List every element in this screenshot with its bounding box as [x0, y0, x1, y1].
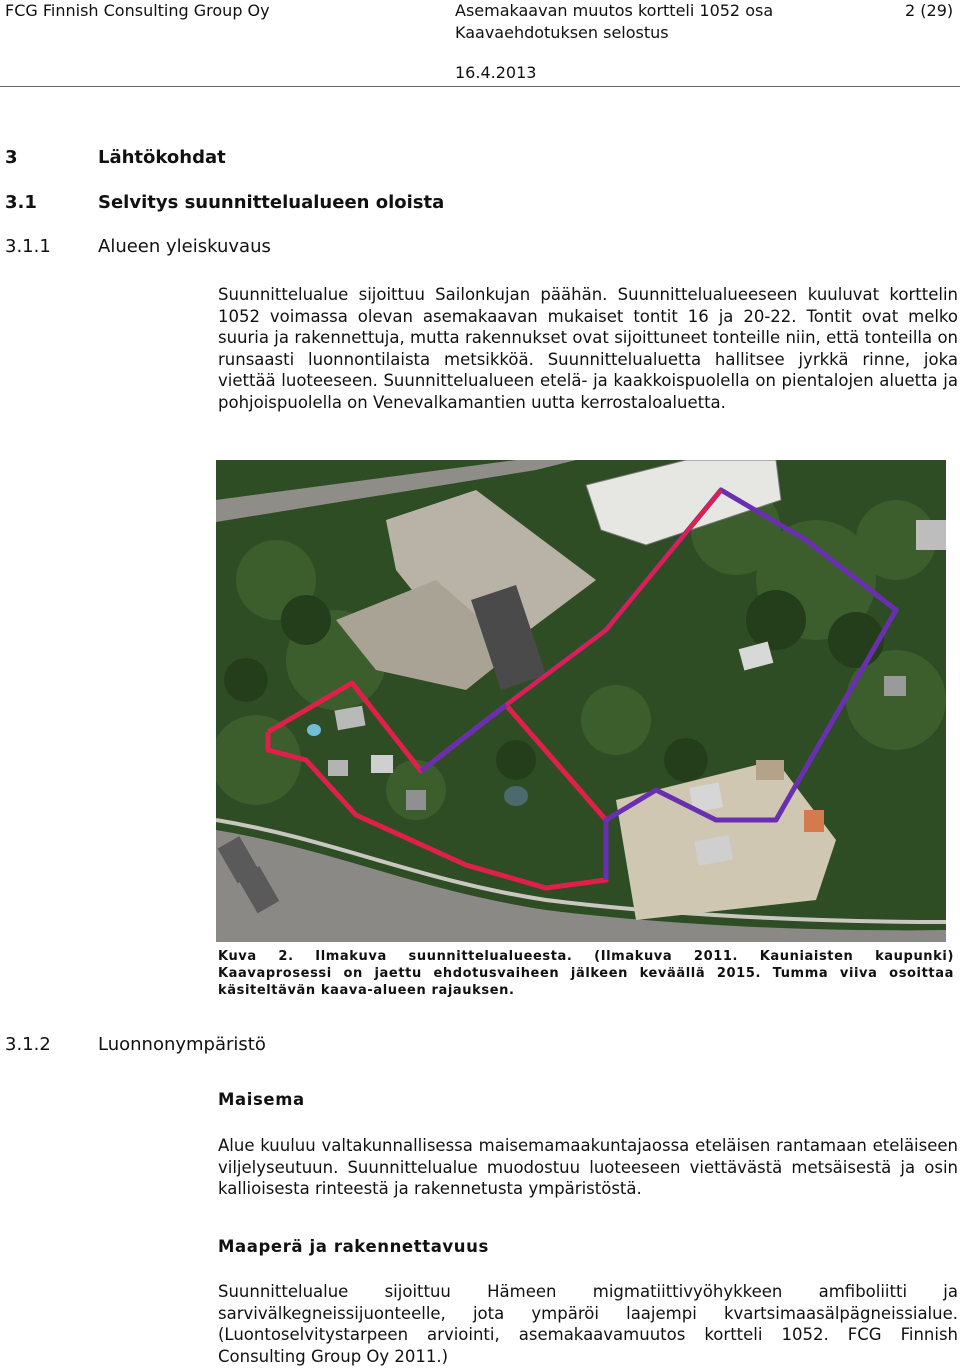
- maisema-paragraph: Alue kuuluu valtakunnallisessa maisemamaakuntajaossa eteläisen rantamaan eteläiseen viljelyseutuun. Suunnittelualue muodostuu luoteeseen viettävästä metsäisestä ja osin kallioisesta rinteestä ja rakennetusta ympäristöstä.: [218, 1136, 958, 1199]
- heading-number: 3: [5, 147, 18, 168]
- heading-text: Selvitys suunnittelualueen oloista: [98, 192, 445, 213]
- heading-text: Luonnonympäristö: [98, 1034, 266, 1055]
- figure-caption: Kuva 2. Ilmakuva suunnittelualueesta. (Ilmakuva 2011. Kauniaisten kaupunki) Kaavaprosessi on jaettu ehdotusvaiheen jälkeen keväällä 2015. Tumma viiva osoittaa käsiteltävän kaava-alueen rajauksen.: [218, 949, 954, 998]
- header-doc-title: Asemakaavan muutos kortteli 1052 osa: [455, 1, 774, 20]
- heading-number: 3.1: [5, 192, 37, 213]
- overview-paragraph: Suunnittelualue sijoittuu Sailonkujan päähän. Suunnittelualueeseen kuuluvat korttelin 1052 voimassa olevan asemakaavan mukaiset tontit 16 ja 20-22. Tontit ovat melko suuria ja rakennettuja, mutta rakennukset ovat sijoittuneet tonteille niin, että tonteilla on runsaasti luonnontilaista metsikköä. Suunnittelualuetta hallitsee jyrkkä rinne, joka viettää luoteeseen. Suunnittelualueen etelä- ja kaakkoispuolella on pientalojen aluetta ja pohjoispuolella on Venevalkamantien uutta kerrostaloaluetta.: [218, 285, 958, 412]
- header-company: FCG Finnish Consulting Group Oy: [5, 1, 270, 20]
- maisema-heading: Maisema: [218, 1090, 305, 1109]
- heading-number: 3.1.1: [5, 236, 51, 257]
- header-page-number: 2 (29): [905, 1, 954, 20]
- header-date: 16.4.2013: [455, 63, 537, 82]
- header-divider: [0, 86, 960, 87]
- aerial-photo: [216, 460, 946, 942]
- heading-text: Alueen yleiskuvaus: [98, 236, 271, 257]
- maapera-paragraph: Suunnittelualue sijoittuu Hämeen migmatiittivyöhykkeen amfiboliitti ja sarvivälkegneissijuonteelle, jota ympäröi laajempi kvartsimaasälpägneissialue. (Luontoselvitystarpeen arviointi, asemakaavamuutos kortteli 1052. FCG Finnish Consulting Group Oy 2011.): [218, 1282, 958, 1366]
- maapera-heading: Maaperä ja rakennettavuus: [218, 1237, 489, 1256]
- heading-number: 3.1.2: [5, 1034, 51, 1055]
- header-doc-subtitle: Kaavaehdotuksen selostus: [455, 23, 669, 42]
- heading-text: Lähtökohdat: [98, 147, 226, 168]
